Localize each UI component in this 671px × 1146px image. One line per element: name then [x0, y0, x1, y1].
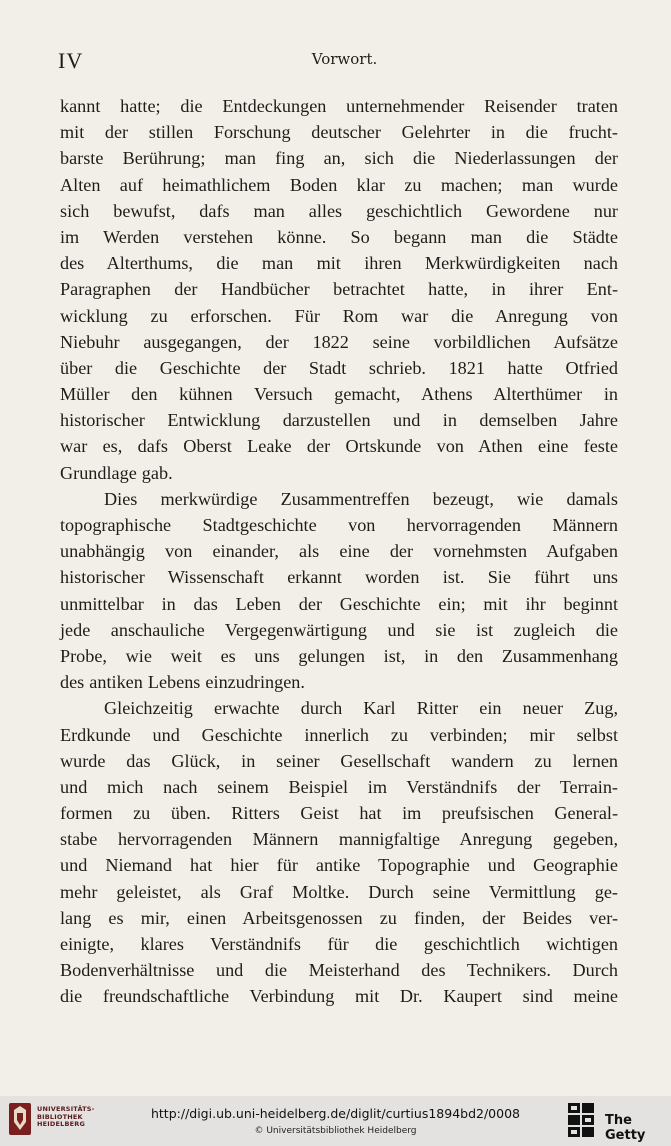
text-line: Niebuhr ausgegangen, der 1822 seine vorbildlichen Aufsätze [60, 331, 618, 352]
text-line: topographische Stadtgeschichte von hervorragenden Männern [60, 515, 618, 535]
page-number: IV [58, 48, 84, 73]
text-line: historischer Entwicklung darzustellen und in demselben Jahre [60, 410, 618, 431]
text-line: kannt hatte; die Entdeckungen unternehmender Reisender traten [60, 96, 618, 116]
text-line: und mich nach seinem Beispiel im Verständnifs der Terrain- [60, 776, 618, 797]
text-line: unabhängig von einander, als eine der vornehmsten Aufgaben [60, 541, 618, 562]
text-line: Gleichzeitig erwachte durch Karl Ritter ein neuer Zug, [104, 698, 618, 719]
text-line: die freundschaftliche Verbindung mit Dr. Kaupert sind meine [60, 986, 618, 1007]
text-line: Grundlage gab. [60, 462, 173, 483]
page-header [58, 44, 631, 72]
document-url-link[interactable]: http://digi.ub.uni-heidelberg.de/diglit/curtius1894bd2/0008 [150, 1106, 520, 1121]
text-line: mehr geleistet, als Graf Moltke. Durch seine Vermittlung ge- [60, 881, 618, 902]
text-line: lang es mir, einen Arbeitsgenossen zu finden, der Beides ver- [60, 907, 618, 928]
text-line: unmittelbar in das Leben der Geschichte ein; mit ihr beginnt [60, 593, 618, 614]
text-line: stabe hervorragenden Männern mannigfaltige Anregung gegeben, [60, 829, 618, 850]
library-name-line: UNIVERSITÄTS- [37, 1105, 95, 1113]
text-line: Probe, wie weit es uns gelungen ist, in den Zusammenhang [60, 645, 618, 666]
footer-bar [0, 1096, 671, 1146]
text-line: des Alterthums, die man mit ihren Merkwürdigkeiten nach [60, 253, 618, 274]
text-line: historischer Wissenschaft erkannt worden ist. Sie führt uns [60, 567, 618, 588]
text-line: mit der stillen Forschung deutscher Gelehrter in die frucht- [60, 122, 618, 143]
copyright-notice: © Universitätsbibliothek Heidelberg [254, 1126, 417, 1136]
text-line: Erdkunde und Geschichte innerlich zu verbinden; mir selbst [60, 724, 618, 745]
text-line: einigte, klares Verständnifs für die geschichtlich wichtigen [60, 934, 618, 954]
text-line: formen zu üben. Ritters Geist hat im preufsischen General- [60, 803, 618, 824]
text-line: Müller den kühnen Versuch gemacht, Athens Alterthümer in [60, 384, 618, 405]
text-line: Bodenverhältnisse und die Meisterhand des Technikers. Durch [60, 960, 618, 981]
text-line: barste Berührung; man fing an, sich die Niederlassungen der [60, 148, 618, 169]
getty-logo-icon [566, 1100, 596, 1140]
text-line: jede anschauliche Vergegenwärtigung und sie ist zugleich die [60, 619, 618, 640]
text-line: Dies merkwürdige Zusammentreffen bezeugt, wie damals [104, 488, 618, 509]
text-line: Paragraphen der Handbücher betrachtet hatte, in ihrer Ent- [60, 279, 618, 300]
text-line: über die Geschichte der Stadt schrieb. 1821 hatte Otfried [60, 357, 618, 378]
library-name-line: BIBLIOTHEK [37, 1112, 83, 1121]
library-name-line: HEIDELBERG [37, 1120, 86, 1128]
text-line: im Werden verstehen könne. So begann man die Städte [60, 226, 618, 247]
body-text [60, 93, 618, 1010]
running-head: Vorwort. [311, 50, 378, 68]
text-line: des antiken Lebens einzudringen. [60, 672, 305, 693]
text-line: und Niemand hat hier für antike Topographie und Geographie [60, 855, 618, 876]
text-line: wurde das Glück, in seiner Gesellschaft wandern zu lernen [60, 750, 618, 771]
text-line: wicklung zu erforschen. Für Rom war die Anregung von [60, 305, 618, 326]
text-line: Alten auf heimathlichem Boden klar zu machen; man wurde [60, 174, 618, 195]
text-line: war es, dafs Oberst Leake der Ortskunde von Athen eine feste [60, 436, 618, 457]
getty-label: The Getty [605, 1113, 646, 1143]
text-line: sich bewufst, dafs man alles geschichtlich Gewordene nur [60, 200, 618, 221]
